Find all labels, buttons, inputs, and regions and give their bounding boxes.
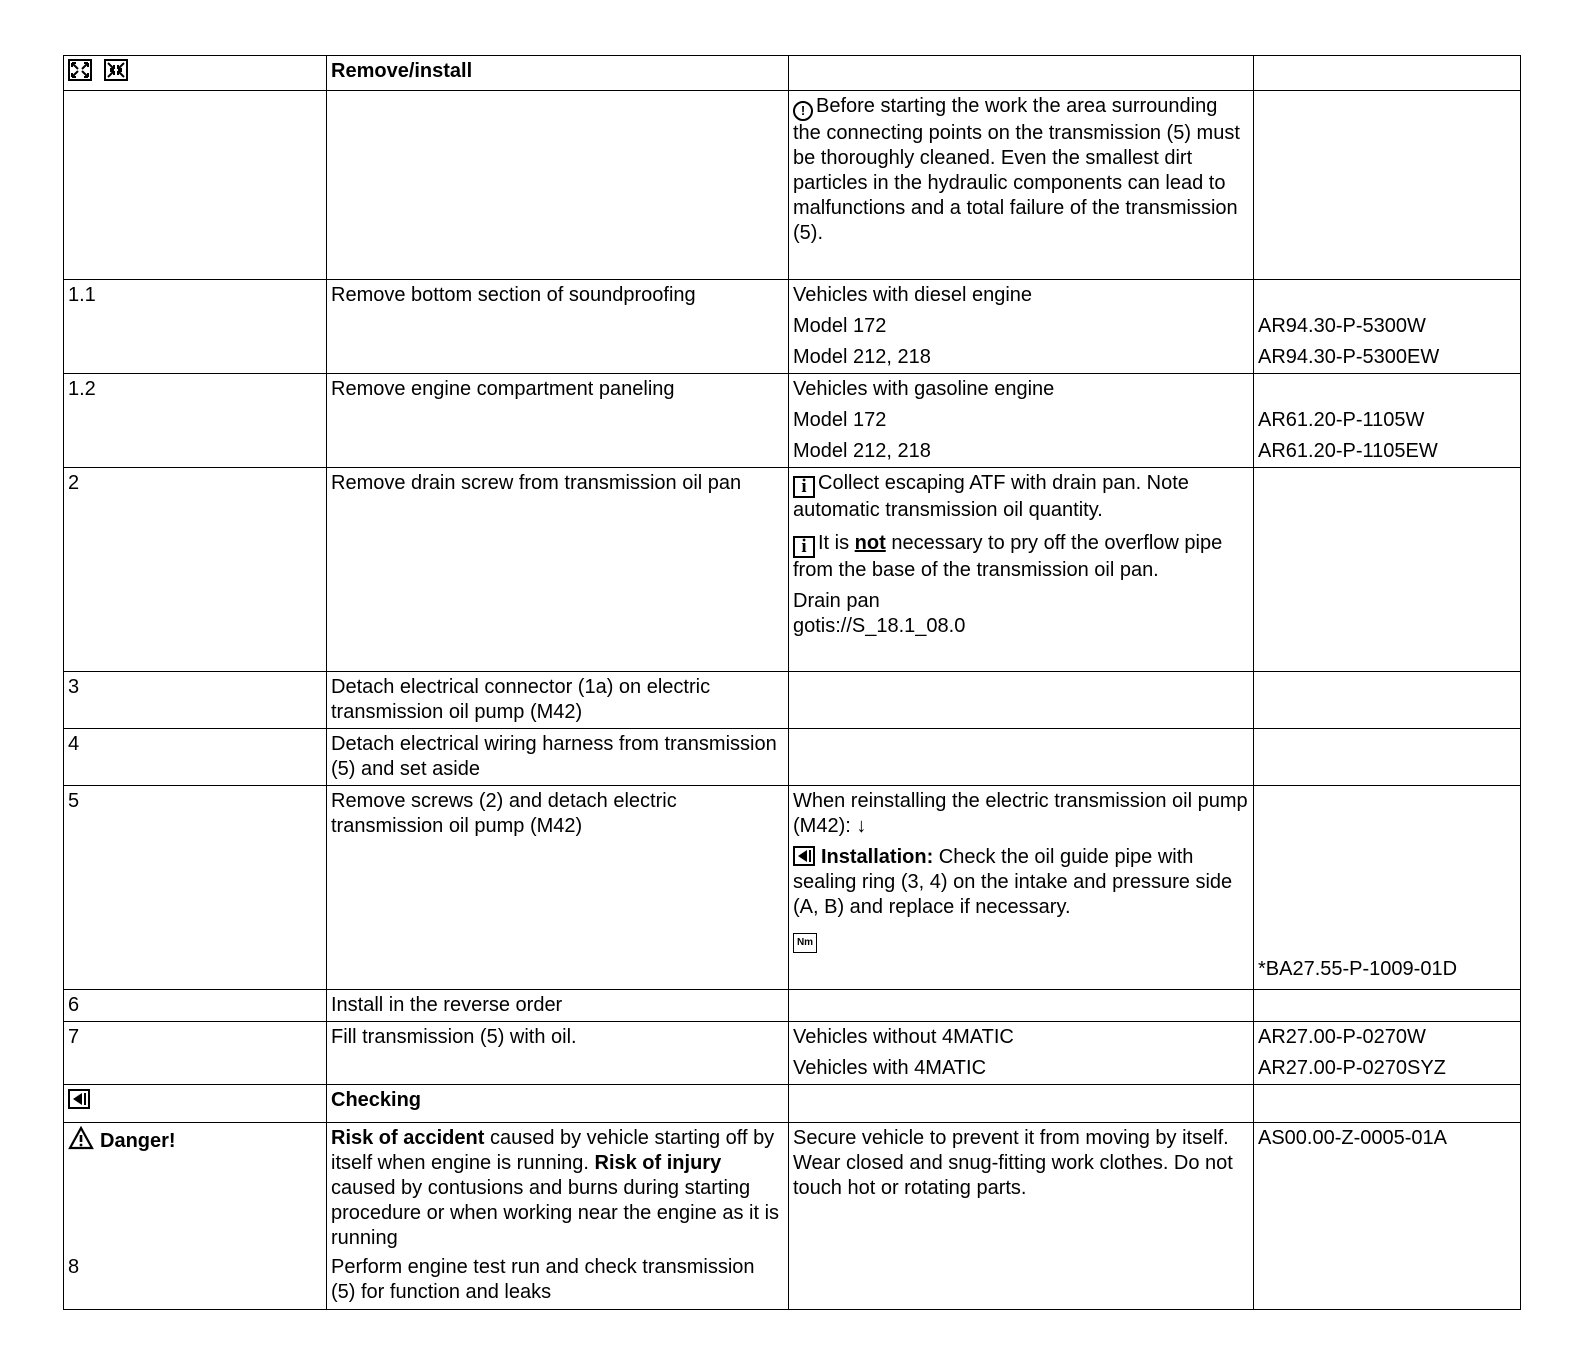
warning-icon [68, 1126, 94, 1150]
step-conditions: Vehicles with diesel engine Model 172 Model 212, 218 [789, 280, 1254, 374]
step-number: 7 [64, 1022, 327, 1085]
step-references [1254, 1022, 1521, 1085]
step-action: Detach electrical wiring harness from transmission (5) and set aside [327, 729, 789, 786]
step-number: 2 [64, 468, 327, 672]
step-notes: When reinstalling the electric transmission oil pump (M42): ↓ Installation: Check the oil guide pipe with sealing ring (3, 4) on the intake and pressure side (A, B) and replace if necessary. Nm [789, 786, 1254, 990]
step-row [64, 786, 1521, 990]
header-title: Remove/install [327, 56, 789, 91]
torque-icon: Nm [793, 933, 817, 953]
danger-row [64, 1123, 1521, 1310]
danger-measures: Secure vehicle to prevent it from moving by itself. Wear closed and snug-fitting work clothes. Do not touch hot or rotating parts. [789, 1123, 1254, 1310]
step-action: Remove drain screw from transmission oil pan [327, 468, 789, 672]
remove-icon [68, 59, 92, 81]
step-number: 4 [64, 729, 327, 786]
doc-link[interactable]: AR94.30-P-5300W [1258, 315, 1426, 337]
header-row [64, 56, 1521, 91]
doc-link[interactable]: AR61.20-P-1105EW [1258, 440, 1438, 462]
step-action: Detach electrical connector (1a) on electric transmission oil pump (M42) [327, 672, 789, 729]
step-row [64, 1022, 1521, 1085]
step-conditions: Vehicles with gasoline engine Model 172 Model 212, 218 [789, 374, 1254, 468]
step-row [64, 374, 1521, 468]
tool-label: Drain pan [793, 590, 880, 612]
step-row [64, 280, 1521, 374]
step-number: 6 [64, 990, 327, 1022]
step-number: 8 [68, 1256, 80, 1278]
installation-icon [793, 846, 815, 866]
danger-description: Risk of accident caused by vehicle starting off by itself when engine is running. Risk of injury caused by contusions and burns during starting procedure or when working near the engine as it is running Perform engine test run and check transmission (5) for function and leaks [327, 1123, 789, 1310]
doc-link[interactable]: AS00.00-Z-0005-01A [1254, 1123, 1521, 1310]
doc-link[interactable]: AR61.20-P-1105W [1258, 409, 1425, 431]
step-row [64, 468, 1521, 672]
step-number: 1.2 [64, 374, 327, 468]
danger-label: Danger! [100, 1130, 176, 1152]
step-number: 5 [64, 786, 327, 990]
checking-row [64, 1085, 1521, 1123]
header-empty-4 [1254, 56, 1521, 91]
step-references [1254, 786, 1521, 990]
step-action: Remove screws (2) and detach electric transmission oil pump (M42) [327, 786, 789, 990]
header-icons-cell [64, 56, 327, 91]
step-action: Fill transmission (5) with oil. [327, 1022, 789, 1085]
info-icon: i [793, 536, 815, 558]
header-empty-3 [789, 56, 1254, 91]
doc-link[interactable]: AR27.00-P-0270W [1258, 1026, 1426, 1048]
danger-cell [64, 1123, 327, 1310]
step-row [64, 990, 1521, 1022]
checking-title: Checking [327, 1085, 789, 1123]
install-icon [104, 59, 128, 81]
step-references [1254, 374, 1521, 468]
procedure-table [63, 55, 1521, 1310]
info-icon: i [793, 476, 815, 498]
step-number: 3 [64, 672, 327, 729]
tool-link[interactable]: gotis://S_18.1_08.0 [793, 615, 966, 637]
cleaning-note: ! Before starting the work the area surrounding the connecting points on the transmission (5) must be thoroughly cleaned. Even the smallest dirt particles in the hydraulic components can lead to malfunctions and a total failure of the transmission (5). [789, 91, 1254, 280]
note-row [64, 91, 1521, 280]
step-action: Remove bottom section of soundproofing [327, 280, 789, 374]
step-conditions: Vehicles without 4MATIC Vehicles with 4MATIC [789, 1022, 1254, 1085]
step-action: Remove engine compartment paneling [327, 374, 789, 468]
step-references [1254, 280, 1521, 374]
step-action: Perform engine test run and check transmission (5) for function and leaks [331, 1256, 755, 1303]
step-number: 1.1 [64, 280, 327, 374]
doc-link[interactable]: AR27.00-P-0270SYZ [1258, 1057, 1446, 1079]
installation-icon [68, 1089, 90, 1109]
step-notes: i Collect escaping ATF with drain pan. Note automatic transmission oil quantity. i It is not necessary to pry off the overflow pipe from the base of the transmission oil pan. Drain pan gotis://S_18.1_08.0 [789, 468, 1254, 672]
doc-link[interactable]: AR94.30-P-5300EW [1258, 346, 1440, 368]
step-action: Install in the reverse order [327, 990, 789, 1022]
step-row [64, 729, 1521, 786]
doc-link[interactable]: *BA27.55-P-1009-01D [1258, 958, 1458, 980]
important-note-icon: ! [793, 101, 813, 121]
step-row [64, 672, 1521, 729]
